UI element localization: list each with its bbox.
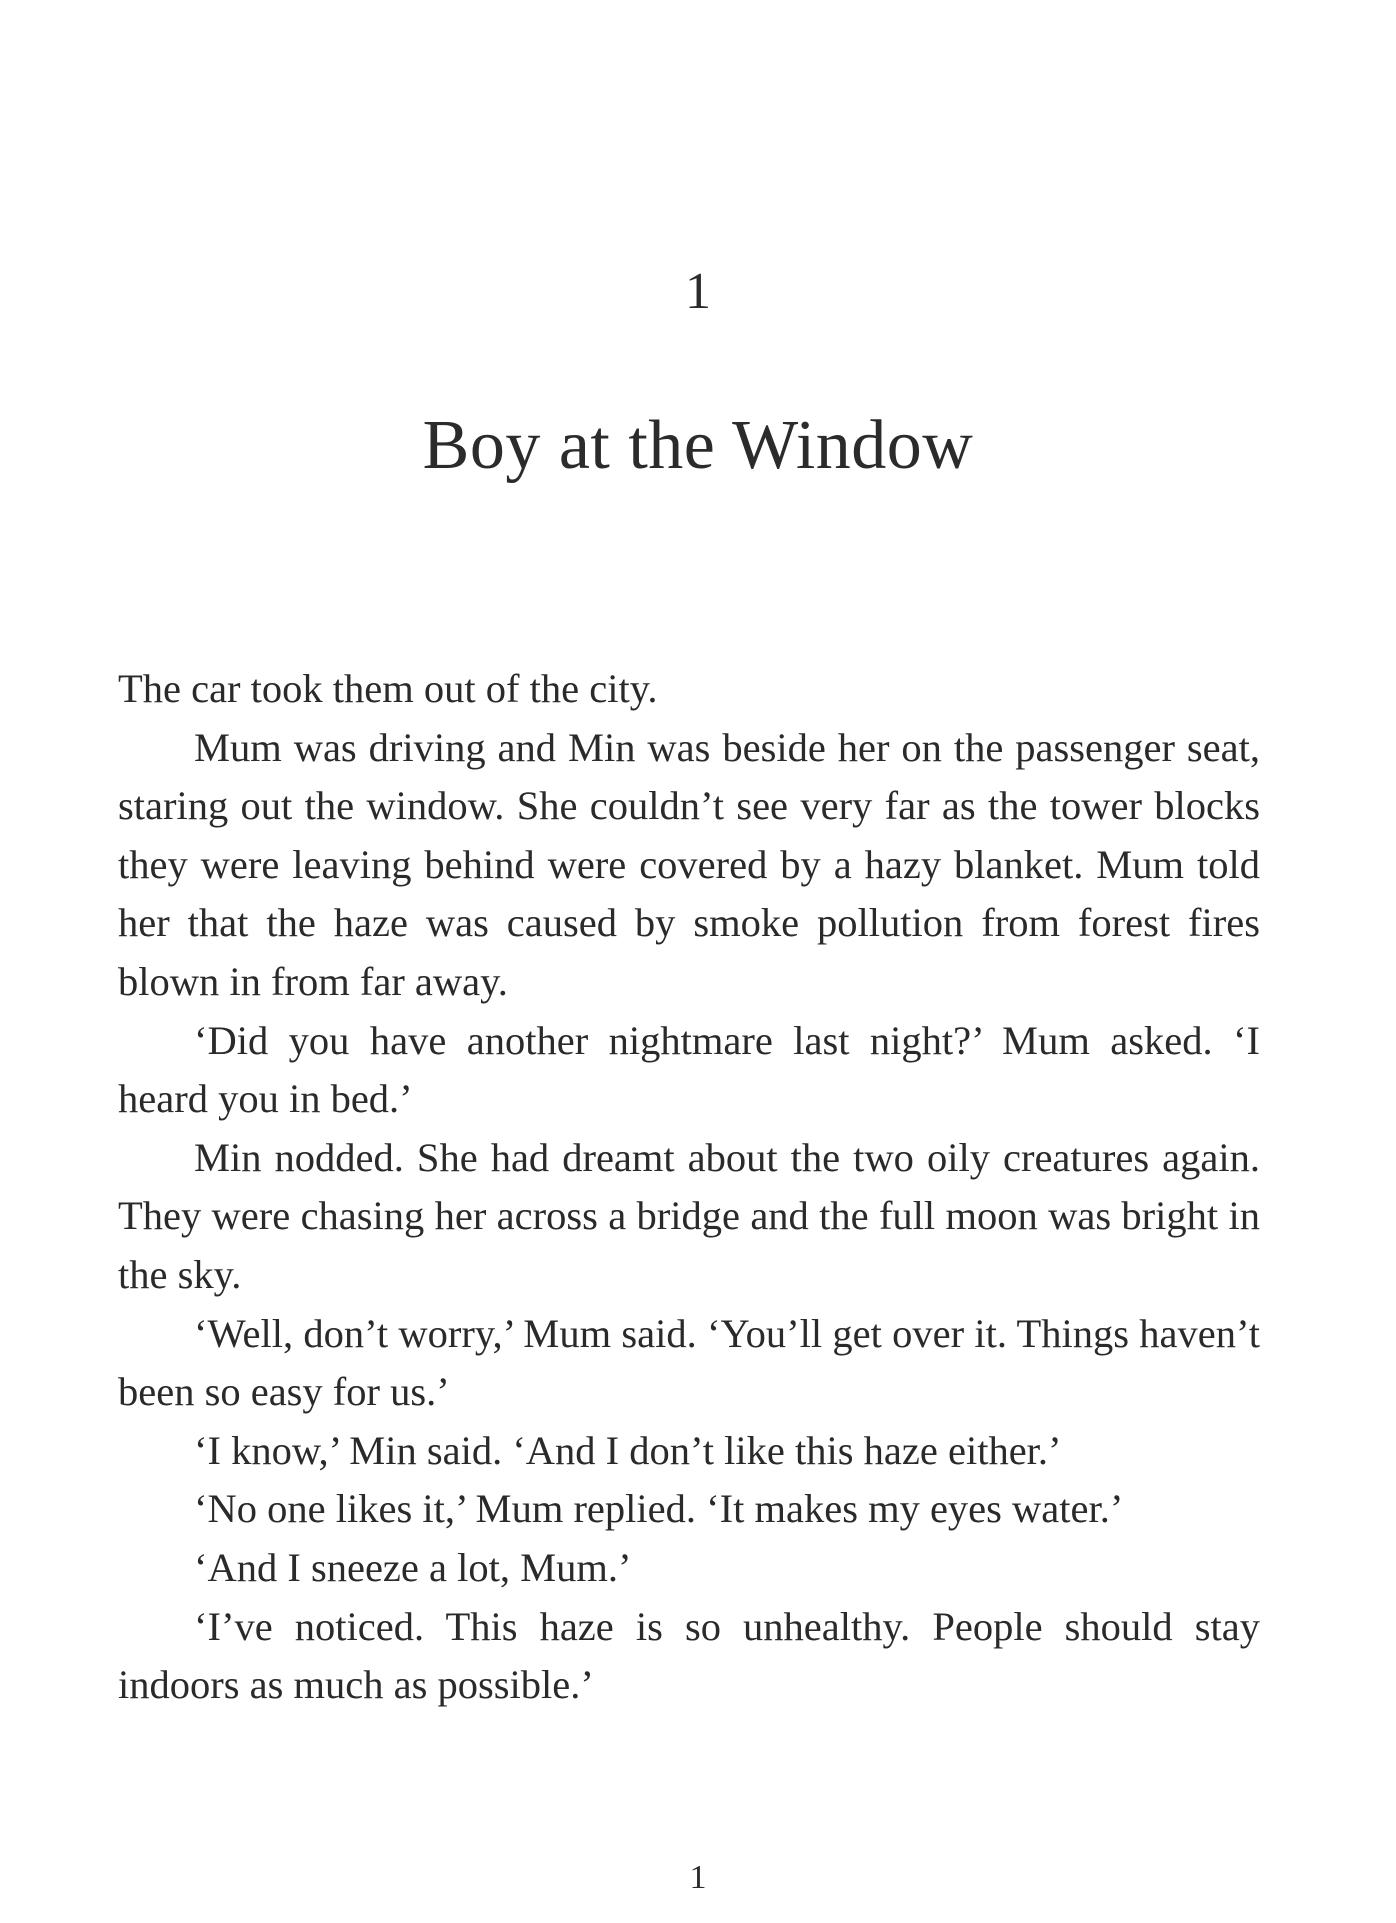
paragraph-7: ‘No one likes it,’ Mum replied. ‘It makes my eyes water.’ (194, 1486, 1124, 1532)
chapter-body (118, 660, 1260, 1715)
page-number: 1 (689, 1859, 707, 1896)
paragraph-5: ‘Well, don’t worry,’ Mum said. ‘You’ll get over it. Things haven’t been so easy for us.’ (118, 1310, 1260, 1415)
paragraph-2: Mum was driving and Min was beside her on the passenger seat, staring out the window. She couldn’t see very far as the tower blocks they were leaving behind were covered by a hazy blanket. Mum told her that the haze was caused by smoke pollution from forest fires blown in from far away. (118, 724, 1260, 1004)
paragraph-8: ‘And I sneeze a lot, Mum.’ (194, 1544, 632, 1590)
paragraph-1: The car took them out of the city. (118, 666, 658, 711)
chapter-title: Boy at the Window (422, 407, 974, 484)
paragraph-3: ‘Did you have another nightmare last night?’ Mum asked. ‘I heard you in bed.’ (118, 1017, 1260, 1122)
paragraph-6: ‘I know,’ Min said. ‘And I don’t like this haze either.’ (194, 1427, 1062, 1473)
chapter-number: 1 (685, 263, 711, 320)
paragraph-4: Min nodded. She had dreamt about the two oily creatures again. They were chasing her across a bridge and the full moon was bright in the sky. (118, 1134, 1260, 1297)
paragraph-9: ‘I’ve noticed. This haze is so unhealthy. People should stay indoors as much as possible.’ (118, 1603, 1260, 1708)
